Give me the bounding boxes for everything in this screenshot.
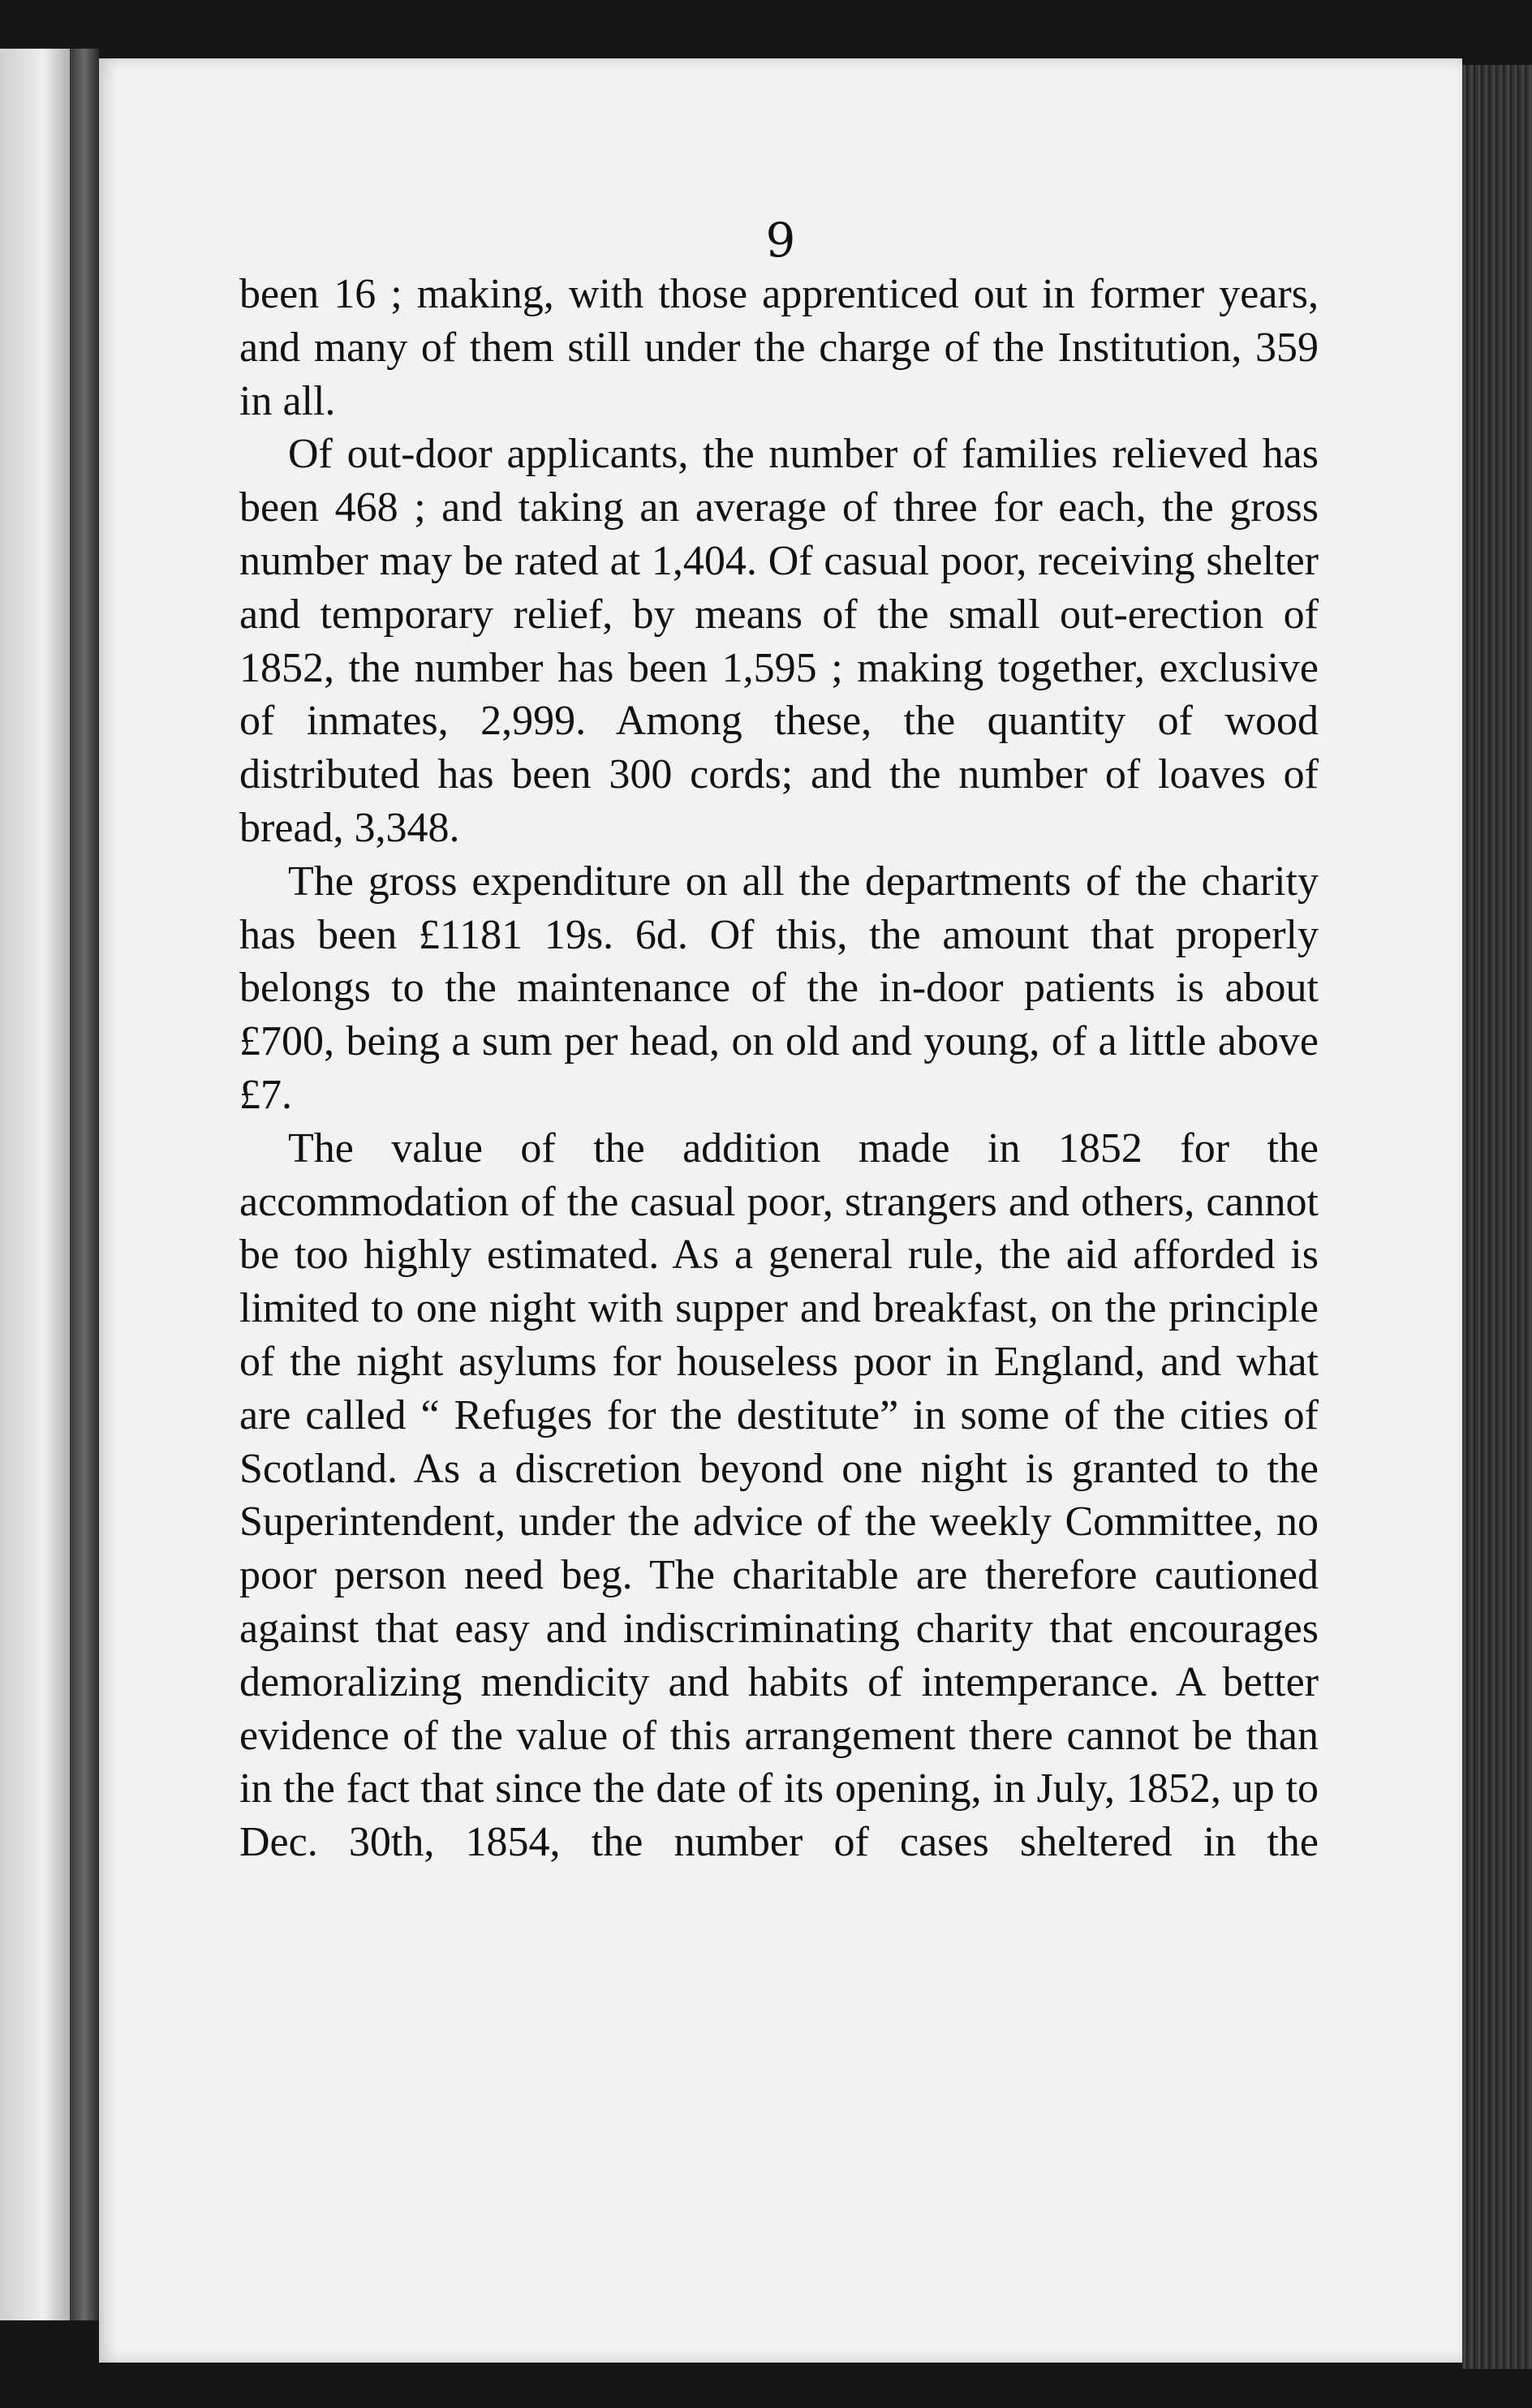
page-body xyxy=(239,268,1319,1869)
paragraph-4: The value of the addition made in 1852 for the accommodation of the casual poor, strangers and others, cannot be too highly estimated. As a general rule, the aid afforded is limited to one night with supper and breakfast, on the principle of the night asylums for houseless poor in England, and what are called “ Refuges for the destitute” in some of the cities of Scotland. As a discretion beyond one night is granted to the Superintendent, under the advice of the weekly Committee, no poor person need beg. The charitable are therefore cautioned against that easy and indiscriminating charity that encourages demoralizing mendicity and habits of intemperance. A better evidence of the value of this arrangement there cannot be than in the fact that since the date of its opening, in July, 1852, up to Dec. 30th, 1854, the number of cases sheltered in the xyxy=(239,1124,1319,1866)
binding-gutter xyxy=(70,49,99,2320)
paragraph-2: Of out-door applicants, the number of families relieved has been 468 ; and taking an average of three for each, the gross number may be rated at 1,404. Of casual poor, receiving shelter and temporary relief, by means of the small out-erection of 1852, the number has been 1,595 ; making together, exclusive of inmates, 2,999. Among these, the quantity of wood distributed has been 300 cords; and the number of loaves of bread, 3,348. xyxy=(239,431,1319,851)
paragraph-3: The gross expenditure on all the departments of the charity has been £1181 19s. 6d. Of this, the amount that properly belongs to the maintenance of the in-door patients is about £700, being a sum per head, on old and young, of a little above £7. xyxy=(239,858,1319,1118)
facing-page-edge xyxy=(0,49,73,2320)
paragraph-1: been 16 ; making, with those apprenticed out in former years, and many of them still under the charge of the Institution, 359 in all. xyxy=(239,271,1319,424)
page-number: 9 xyxy=(765,213,796,268)
page-stack-edge xyxy=(1462,65,1532,2369)
